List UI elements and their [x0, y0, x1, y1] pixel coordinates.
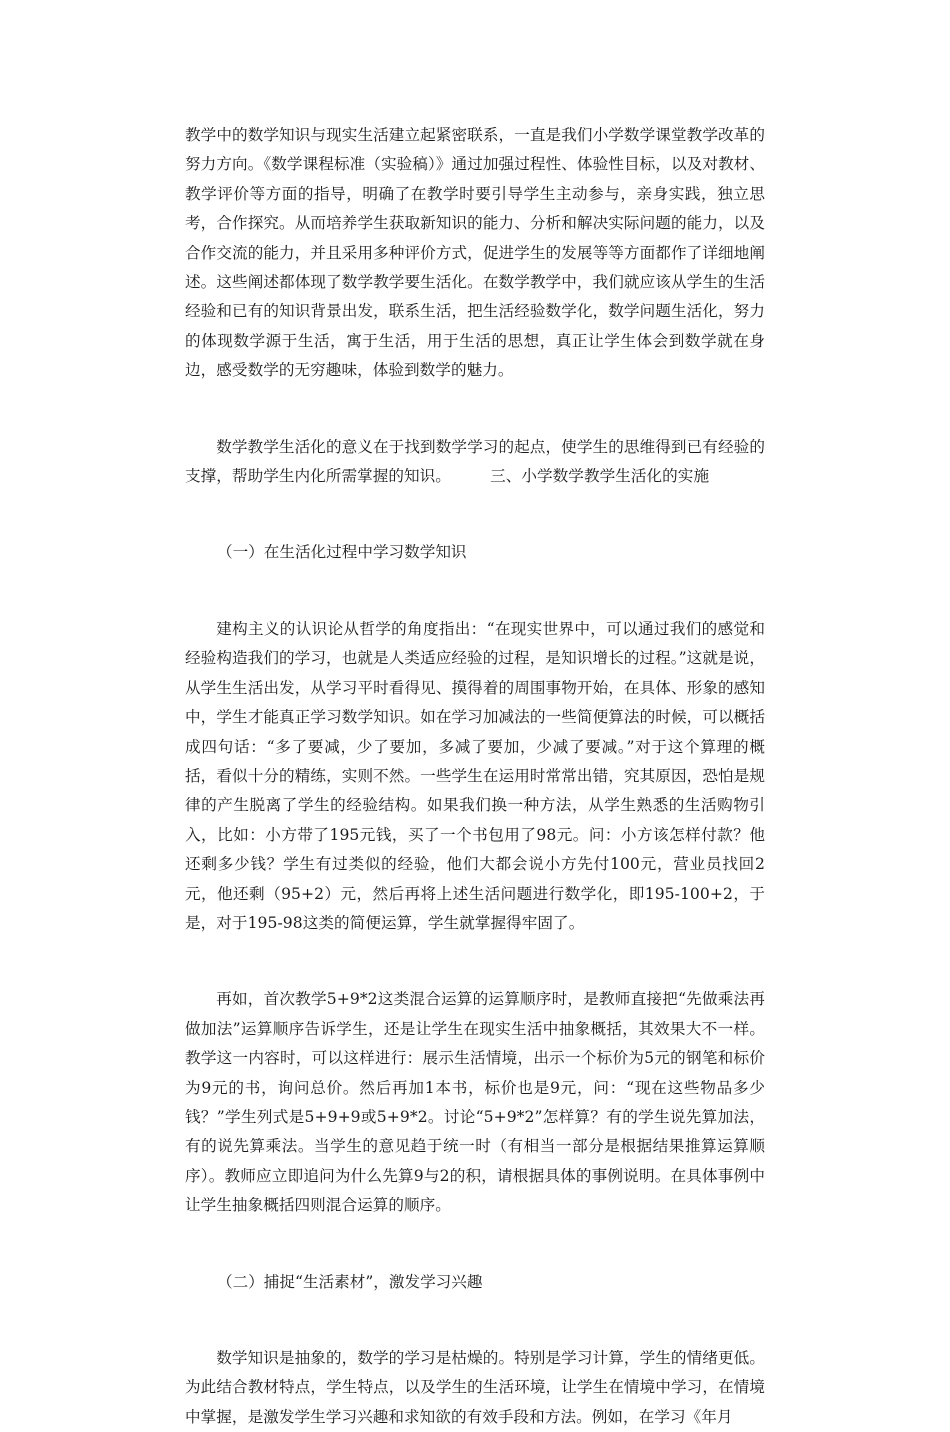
paragraph-gap [185, 491, 765, 538]
paragraph-gap [185, 1297, 765, 1344]
paragraph-mixed-operations: 再如，首次教学5+9*2这类混合运算的运算顺序时，是教师直接把“先做乘法再做加法”运算顺序告诉学生，还是让学生在现实生活中抽象概括，其效果大不一样。教学这一内容时，可以这样进行：展示生活情境，出示一个标价为5元的钢笔和标价为9元的书，询问总价。然后再加1本书，标价也是9元，问：“现在这些物品多少钱？”学生列式是5+9+9或5+9*2。讨论“5+9*2”怎样算？有的学生说先算加法，有的说先算乘法。当学生的意见趋于统一时（有相当一部分是根据结果推算运算顺序）。教师应立即追问为什么先算9与2的积，请根据具体的事例说明。在具体事例中让学生抽象概括四则混合运算的顺序。 [185, 990, 765, 1215]
paragraph-significance: 数学教学生活化的意义在于找到数学学习的起点，使学生的思维得到已有经验的支撑，帮助学生内化所需掌握的知识。 三、小学数学教学生活化的实施 [185, 437, 765, 486]
paragraph-gap [185, 386, 765, 433]
paragraph-gap [185, 568, 765, 615]
paragraph-interest: 数学知识是抽象的，数学的学习是枯燥的。特别是学习计算，学生的情绪更低。为此结合教材特点，学生特点，以及学生的生活环境，让学生在情境中学习，在情境中掌握，是激发学生学习兴趣和求知欲的有效手段和方法。例如，在学习《年月 [185, 1349, 765, 1426]
section-heading-2: （二）捕捉“生活素材”，激发学习兴趣 [217, 1272, 483, 1291]
section-heading-1: （一）在生活化过程中学习数学知识 [217, 543, 467, 562]
paragraph-gap [185, 938, 765, 985]
paragraph-constructivism: 建构主义的认识论从哲学的角度指出：“在现实世界中，可以通过我们的感觉和经验构造我们的学习，也就是人类适应经验的过程，是知识增长的过程。”这就是说，从学生生活出发，从学习平时看得见、摸得着的周围事物开始，在具体、形象的感知中，学生才能真正学习数学知识。如在学习加减法的一些简便算法的时候，可以概括成四句话：“多了要减，少了要加，多减了要加，少减了要减。”对于这个算理的概括，看似十分的精练，实则不然。一些学生在运用时常常出错，究其原因，恐怕是规律的产生脱离了学生的经验结构。如果我们换一种方法，从学生熟悉的生活购物引入，比如：小方带了195元钱，买了一个书包用了98元。问：小方该怎样付款？他还剩多少钱？学生有过类似的经验，他们大都会说小方先付100元，营业员找回2元，他还剩（95+2）元，然后再将上述生活问题进行数学化，即195-100+2，于是，对于195-98这类的简便运算，学生就掌握得牢固了。 [185, 619, 765, 932]
paragraph-gap [185, 1221, 765, 1268]
document-page [185, 121, 765, 1432]
paragraph-intro: 教学中的数学知识与现实生活建立起紧密联系，一直是我们小学数学课堂教学改革的努力方向。《数学课程标准（实验稿）》通过加强过程性、体验性目标，以及对教材、教学评价等方面的指导，明确了在教学时要引导学生主动参与，亲身实践，独立思考，合作探究。从而培养学生获取新知识的能力、分析和解决实际问题的能力，以及合作交流的能力，并且采用多种评价方式，促进学生的发展等等方面都作了详细地阐述。这些阐述都体现了数学教学要生活化。在数学教学中，我们就应该从学生的生活经验和已有的知识背景出发，联系生活，把生活经验数学化，数学问题生活化，努力的体现数学源于生活，寓于生活，用于生活的思想，真正让学生体会到数学就在身边，感受数学的无穷趣味，体验到数学的魅力。 [185, 126, 765, 380]
